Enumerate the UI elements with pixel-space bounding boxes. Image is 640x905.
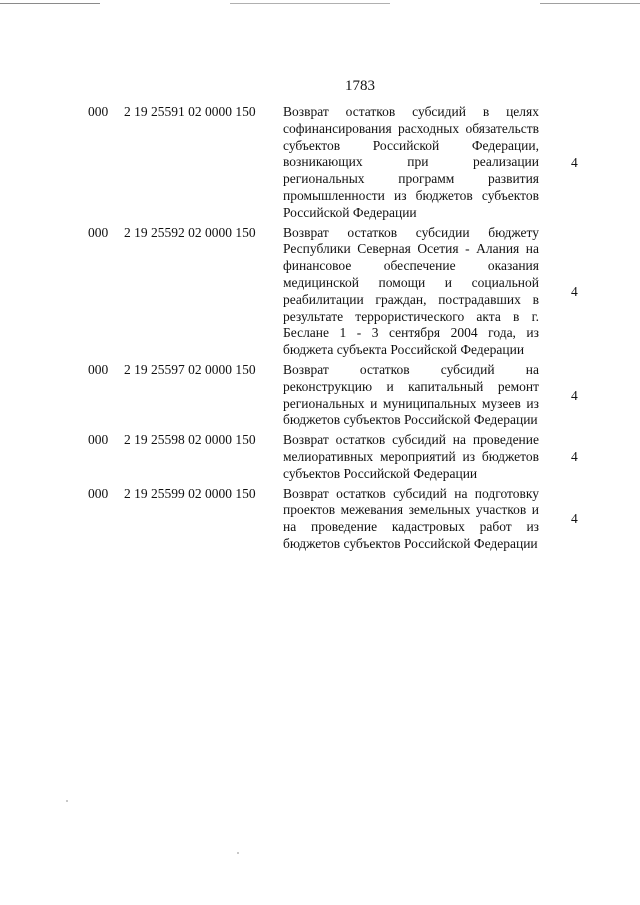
table-row: [0, 362, 640, 429]
admin-code: 000: [88, 224, 109, 240]
scan-edge-line: [230, 3, 390, 4]
scan-edge-line: [540, 3, 640, 4]
scan-speck: [237, 852, 239, 854]
row-description: Возврат остатков субсидий на реконструкцию и капитальный ремонт региональных и муниципальных музеев из бюджетов субъектов Российской Федерации: [283, 361, 539, 428]
row-description: Возврат остатков субсидий на проведение мелиоративных мероприятий из бюджетов субъектов Российской Федерации: [283, 432, 539, 481]
admin-code: 000: [88, 104, 109, 119]
row-number: 4: [571, 511, 578, 527]
row-number: 4: [571, 283, 578, 299]
classification-code: 2 19 25597 02 0000 150: [124, 361, 256, 377]
row-number: 4: [571, 449, 578, 465]
table-row: [0, 104, 640, 222]
row-number: 4: [571, 154, 578, 170]
page-number: 1783: [345, 78, 375, 94]
budget-code-table: [0, 104, 640, 553]
row-description: Возврат остатков субсидий в целях софинансирования расходных обязательств субъектов Российской Федерации, возникающих при реализации региональных программ развития промышленности из бюджетов субъектов Российской Федерации: [283, 104, 539, 220]
classification-code: 2 19 25598 02 0000 150: [124, 432, 256, 448]
admin-code: 000: [88, 432, 109, 448]
admin-code: 000: [88, 361, 109, 377]
row-description: Возврат остатков субсидии бюджету Республики Северная Осетия - Алания на финансовое обеспечение оказания медицинской помощи и социальной реабилитации граждан, пострадавших в результате террористического акта в г. Беслане 1 - 3 сентября 2004 года, из бюджета субъекта Российской Федерации: [283, 224, 539, 358]
admin-code: 000: [88, 485, 109, 501]
row-description: Возврат остатков субсидий на подготовку проектов межевания земельных участков и на проведение кадастровых работ из бюджетов субъектов Российской Федерации: [283, 485, 539, 551]
table-row: [0, 486, 640, 553]
table-row: [0, 432, 640, 482]
table-row: [0, 225, 640, 359]
classification-code: 2 19 25591 02 0000 150: [124, 104, 256, 119]
scan-edge-line: [0, 3, 100, 4]
classification-code: 2 19 25592 02 0000 150: [124, 224, 256, 240]
classification-code: 2 19 25599 02 0000 150: [124, 485, 256, 501]
row-number: 4: [571, 387, 578, 403]
scan-speck: [66, 800, 68, 802]
